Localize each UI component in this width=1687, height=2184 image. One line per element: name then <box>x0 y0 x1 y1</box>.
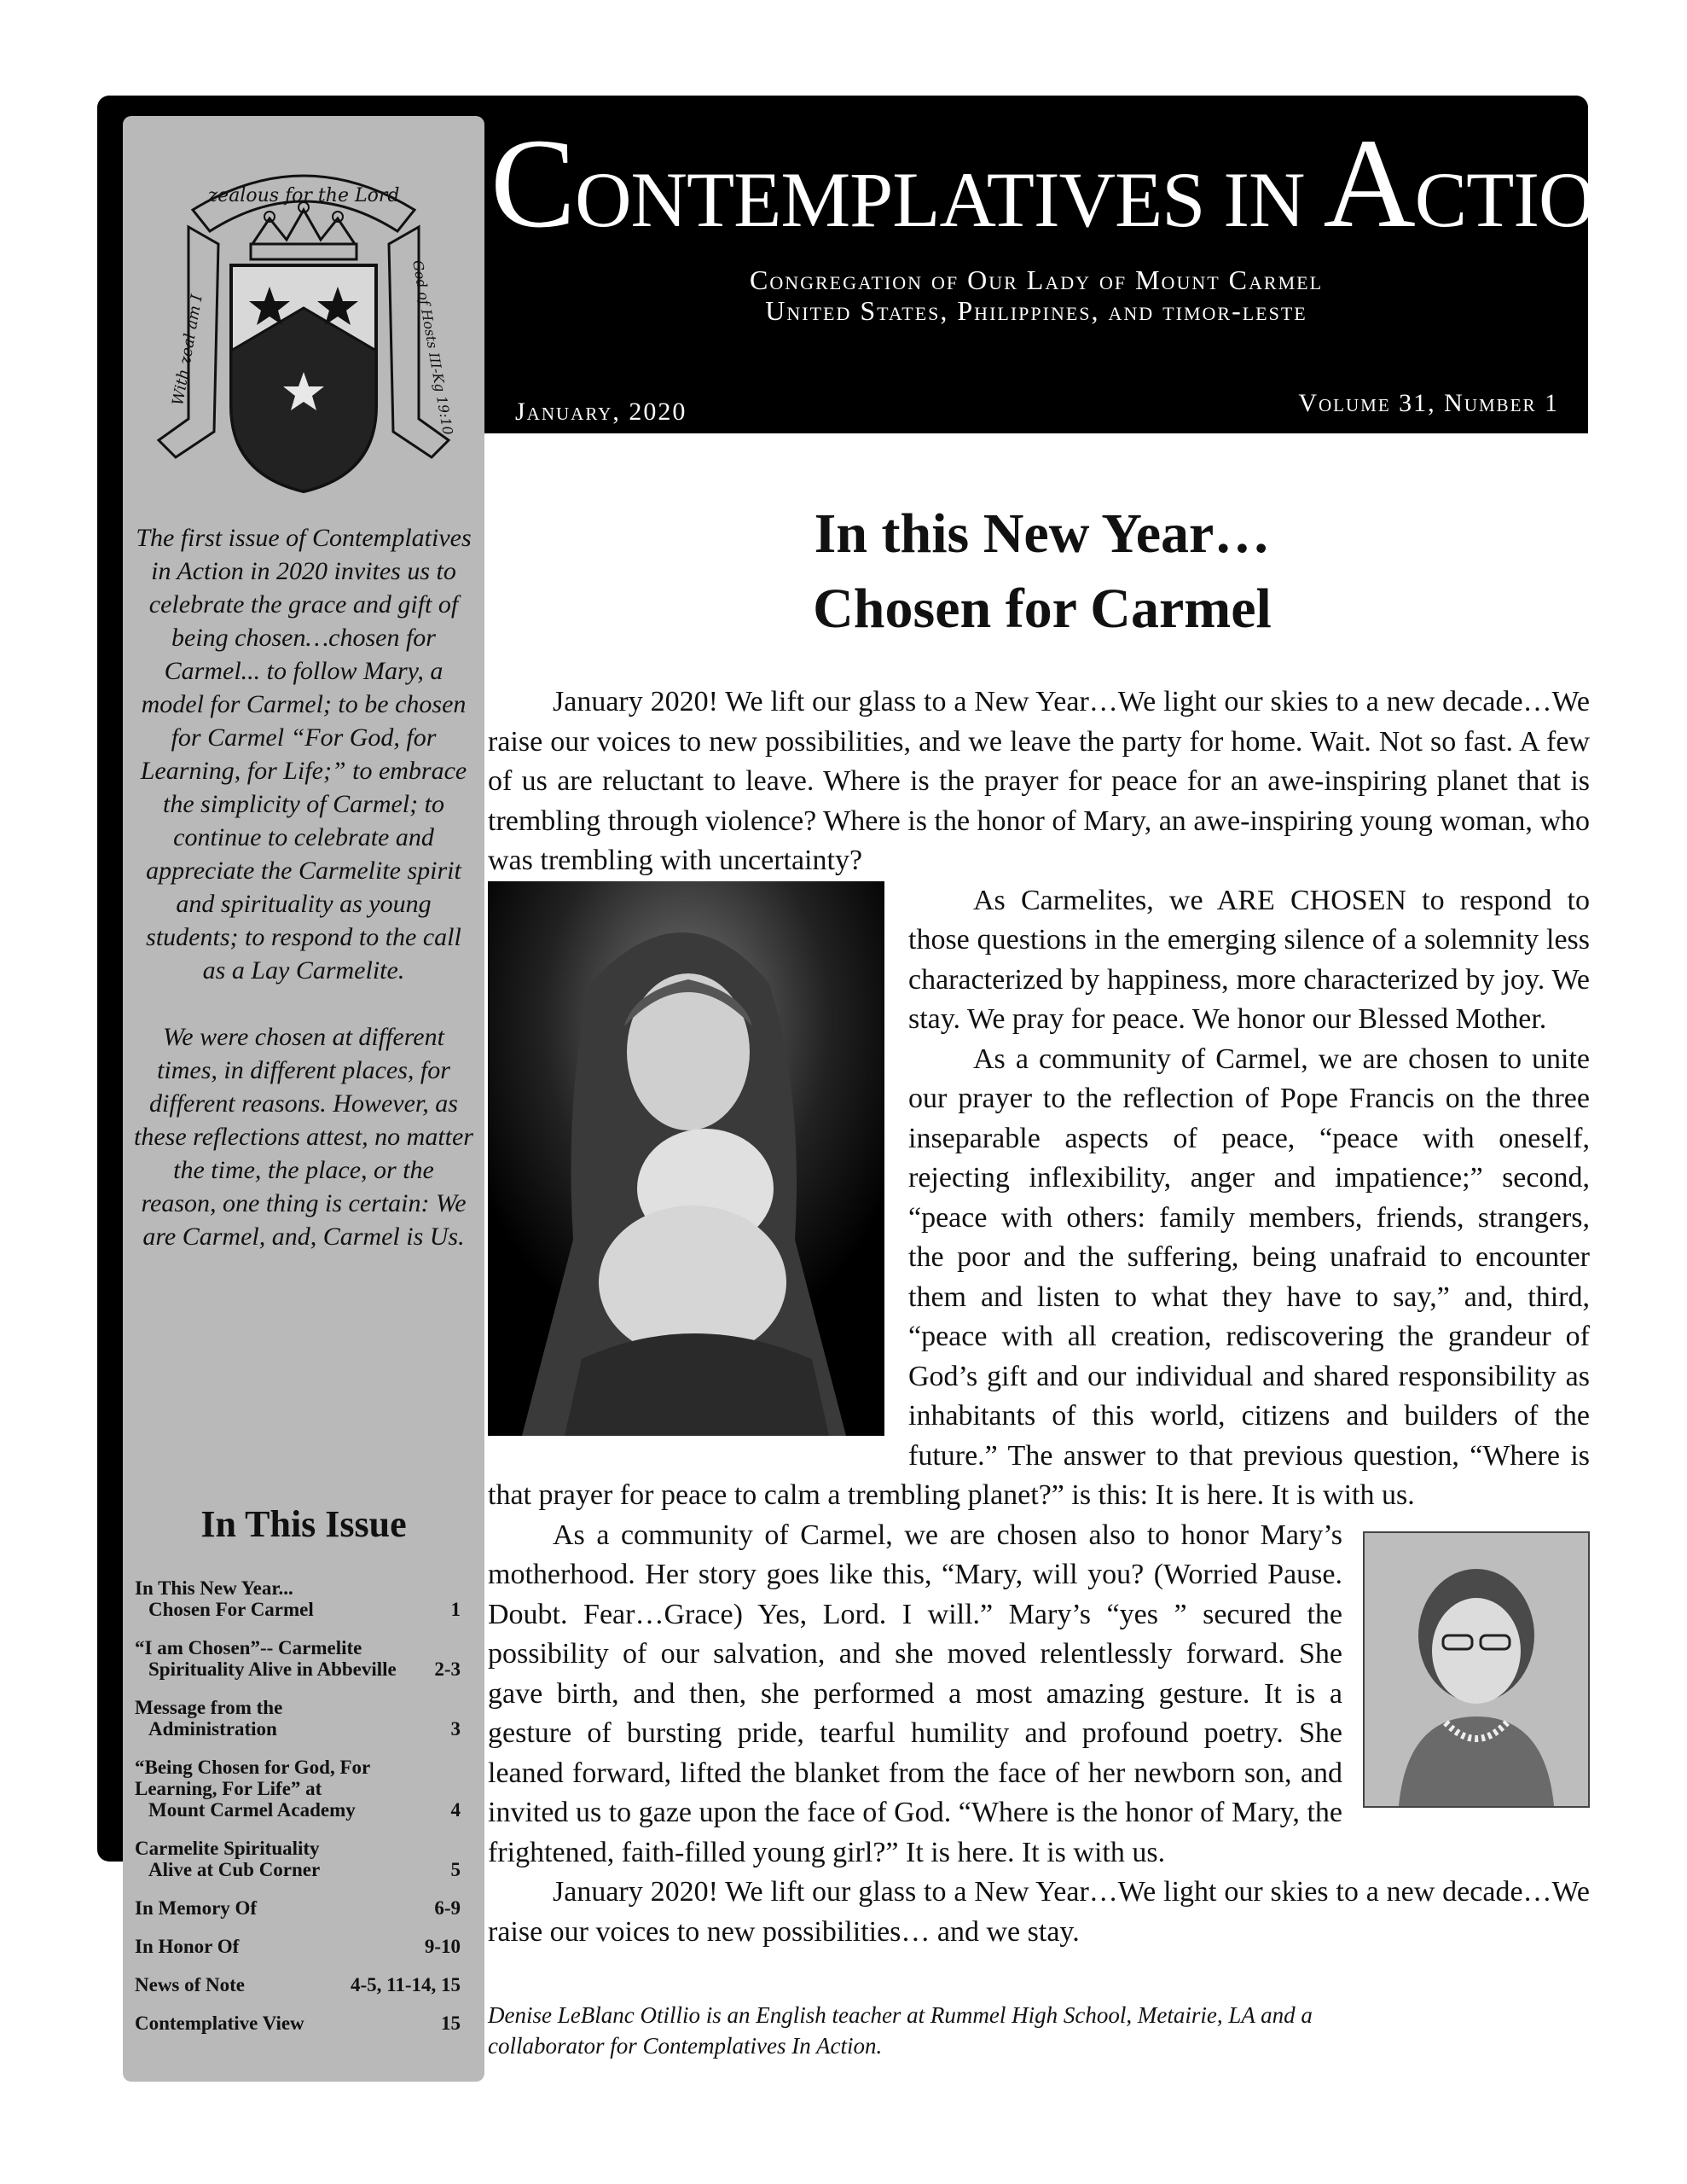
madonna-and-child-image <box>488 881 884 1436</box>
article-body <box>488 682 1590 1952</box>
article-paragraph-3: As a community of Carmel, we are chosen to unite our prayer to the reflection of Pope Francis on the three inseparable aspects of peace, “peace with oneself, rejecting inflexibility, anger and impatience;” second, “peace with others: family members, friends, strangers, the poor and the suffering, being unafraid to encounter them and listen to what they have to say,” and, third, “peace with all creation, rediscovering the grandeur of God’s gift and our individual and shared responsibility as inhabitants of this world, citizens and builders of the future.” The answer to that previous question, “Where is that prayer for peace to calm a trembling planet?” is this: It is here. It is with us. <box>488 1043 1590 1511</box>
toc-item[interactable] <box>135 1757 461 1821</box>
toc-item-page: 9-10 <box>424 1936 461 1957</box>
toc-item[interactable] <box>135 2013 461 2034</box>
toc-item-title: In Honor Of <box>135 1936 240 1957</box>
toc-item-title: Carmelite Spirituality <box>135 1838 320 1859</box>
table-of-contents <box>135 1577 461 2051</box>
toc-item-subtitle: Spirituality Alive in Abbeville <box>148 1658 397 1680</box>
sidebar <box>123 116 484 2082</box>
intro-paragraph-1: The first issue of Contemplatives in Action in 2020 invites us to celebrate the grace and gift of being chosen…chosen for Carmel... to follow Mary, a model for Carmel; to be chosen for Carmel “For God, for Learning, for Life;” to embrace the simplicity of Carmel; to continue to celebrate and appreciate the Carmelite spirit and spirituality as young students; to respond to the call as a Lay Carmelite. <box>136 524 472 985</box>
toc-item-page: 4 <box>450 1799 461 1821</box>
article-paragraph-1: January 2020! We lift our glass to a New Year…We light our skies to a new decade…We raise our voices to new possibilities, and we leave the party for home. Wait. Not so fast. A few of us are reluctant to leave. Where is the prayer for peace for an awe-inspiring planet that is trembling through violence? Where is the honor of Mary, an awe-inspiring young woman, who was trembling with uncertainty? <box>488 686 1590 876</box>
in-this-issue-heading: In This Issue <box>200 1503 407 1545</box>
toc-item-title: News of Note <box>135 1974 246 1995</box>
toc-item-page: 6-9 <box>434 1897 461 1919</box>
article-paragraph-5: January 2020! We lift our glass to a New Year…We light our skies to a new decade…We raise our voices to new possibilities… and we stay. <box>488 1876 1590 1948</box>
author-portrait <box>1363 1531 1590 1808</box>
toc-item[interactable] <box>135 1897 461 1919</box>
toc-item[interactable] <box>135 1577 461 1620</box>
toc-item[interactable] <box>135 1637 461 1680</box>
toc-item-title: “I am Chosen”-- Carmelite <box>135 1637 362 1658</box>
toc-item-title: Message from the <box>135 1697 283 1718</box>
crest-motto-right: God of Hosts III-Kg 19:10 <box>409 258 456 437</box>
masthead-subtitle <box>490 264 1582 326</box>
newsletter-title: CONTEMPLATIVES IN ACTION <box>490 113 1650 254</box>
toc-item-subtitle: Mount Carmel Academy <box>148 1799 356 1821</box>
intro-paragraph-2: We were chosen at different times, in different places, for different reasons. However, as these reflections attest, no matter the time, the place, or the reason, one thing is certain: We are Carmel, and, Carmel is Us. <box>134 1023 473 1251</box>
toc-item-page: 3 <box>450 1718 461 1740</box>
toc-item[interactable] <box>135 1936 461 1957</box>
article-paragraph-4: As a community of Carmel, we are chosen also to honor Mary’s motherhood. Her story goes like this, “Mary, will you? (Worried Pause. Doubt. Fear…Grace) Yes, Lord. I will.” Mary’s “yes ” secured the possibility of our salvation, and she moved relentlessly forward. She gave birth, and then, she performed a most amazing gesture. It is a gesture of bursting pride, tearful humility and profound poetry. She leaned forward, lifted the blanket from the face of her newborn son, and invited us to gaze upon the face of God. “Where is the honor of Mary, the frightened, faith-filled young girl?” It is here. It is with us. <box>488 1519 1342 1868</box>
toc-item-title: In Memory Of <box>135 1897 258 1919</box>
headline-line-1: In this New Year… <box>814 502 1271 565</box>
toc-item-page: 2-3 <box>434 1658 461 1680</box>
issue-date: January, 2020 <box>515 398 687 426</box>
issue-volume: Volume 31, Number 1 <box>1298 389 1559 417</box>
article-paragraph-2: As Carmelites, we ARE CHOSEN to respond to those questions in the emerging silence of a solemnity less characterized by happiness, more characterized by joy. We stay. We pray for peace. We honor our Blessed Mother. <box>908 884 1590 1035</box>
toc-item[interactable] <box>135 1838 461 1880</box>
toc-item-page: 5 <box>450 1859 461 1880</box>
toc-item[interactable] <box>135 1697 461 1740</box>
toc-item-subtitle: Alive at Cub Corner <box>148 1859 321 1880</box>
subtitle-line-1: Congregation of Our Lady of Mount Carmel <box>749 264 1324 295</box>
toc-item[interactable] <box>135 1974 461 1995</box>
headline-line-2: Chosen for Carmel <box>813 578 1272 640</box>
subtitle-line-2: United States, Philippines, and timor-leste <box>765 295 1307 326</box>
author-caption: Denise LeBlanc Otillio is an English teacher at Rummel High School, Metairie, LA and a collaborator for Contemplatives In Action. <box>488 2002 1313 2059</box>
toc-item-title: “Being Chosen for God, For Learning, For Life” at <box>135 1757 370 1799</box>
toc-item-page: 15 <box>441 2013 461 2034</box>
toc-item-title: In This New Year... <box>135 1577 293 1599</box>
toc-item-subtitle: Chosen For Carmel <box>148 1599 314 1620</box>
toc-item-subtitle: Administration <box>148 1718 277 1740</box>
toc-item-title: Contemplative View <box>135 2013 304 2034</box>
crest-icon <box>142 150 466 508</box>
crest-motto-left: With zeal am I <box>169 293 206 407</box>
sidebar-intro <box>133 521 474 1287</box>
toc-item-page: 4-5, 11-14, 15 <box>350 1974 461 1995</box>
toc-item-page: 1 <box>450 1599 461 1620</box>
crest-motto-top: zealous for the Lord <box>207 185 400 206</box>
article-headline <box>488 497 1597 647</box>
